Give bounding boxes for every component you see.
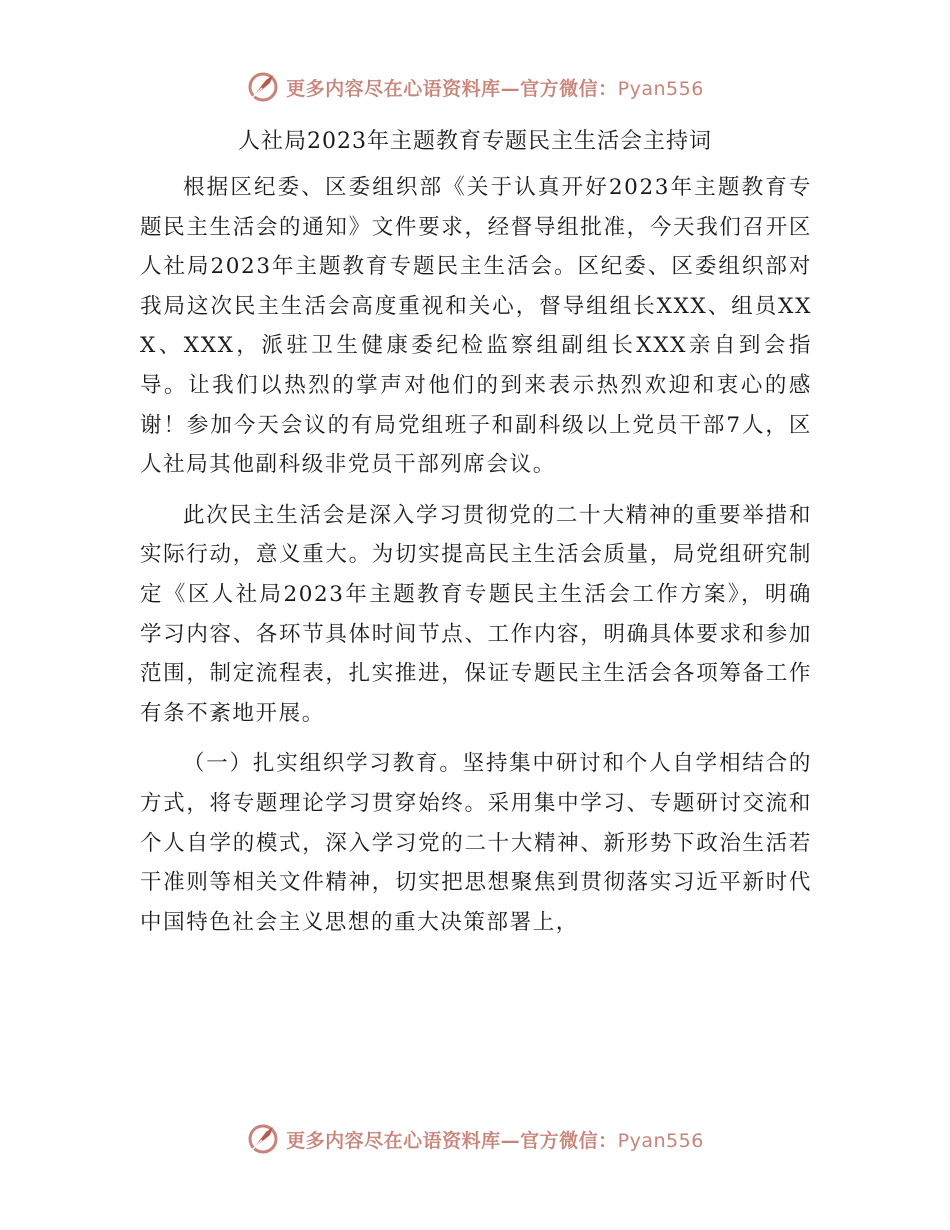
quill-pen-logo-icon <box>246 1122 280 1156</box>
paragraph-1: 根据区纪委、区委组织部《关于认真开好2023年主题教育专题民主生活会的通知》文件要求，经督导组批准，今天我们召开区人社局2023年主题教育专题民主生活会。区纪委、区委组织部对我局这次民主生活会高度重视和关心，督导组组长XXX、组员XXX、XXX，派驻卫生健康委纪检监察组副组长XXX亲自到会指导。让我们以热烈的掌声对他们的到来表示热烈欢迎和衷心的感谢！参加今天会议的有局党组班子和副科级以上党员干部7人，区人社局其他副科级非党员干部列席会议。 <box>140 175 812 478</box>
header-watermark <box>0 70 950 104</box>
document-title: 人社局2023年主题教育专题民主生活会主持词 <box>238 129 712 154</box>
quill-pen-logo-icon <box>246 70 280 104</box>
document-body <box>140 168 812 953</box>
watermark-text: 更多内容尽在心语资料库—官方微信：Pyan556 <box>286 77 704 100</box>
watermark-text: 更多内容尽在心语资料库—官方微信：Pyan556 <box>286 1129 704 1152</box>
paragraph-3: （一）扎实组织学习教育。坚持集中研讨和个人自学相结合的方式，将专题理论学习贯穿始终。采用集中学习、专题研讨交流和个人自学的模式，深入学习党的二十大精神、新形势下政治生活若干准则等相关文件精神，切实把思想聚焦到贯彻落实习近平新时代中国特色社会主义思想的重大决策部署上， <box>140 751 812 935</box>
footer-watermark <box>0 1122 950 1156</box>
paragraph-2: 此次民主生活会是深入学习贯彻党的二十大精神的重要举措和实际行动，意义重大。为切实提高民主生活会质量，局党组研究制定《区人社局2023年主题教育专题民主生活会工作方案》，明确学习内容、各环节具体时间节点、工作内容，明确具体要求和参加范围，制定流程表，扎实推进，保证专题民主生活会各项筹备工作有条不紊地开展。 <box>140 502 812 726</box>
